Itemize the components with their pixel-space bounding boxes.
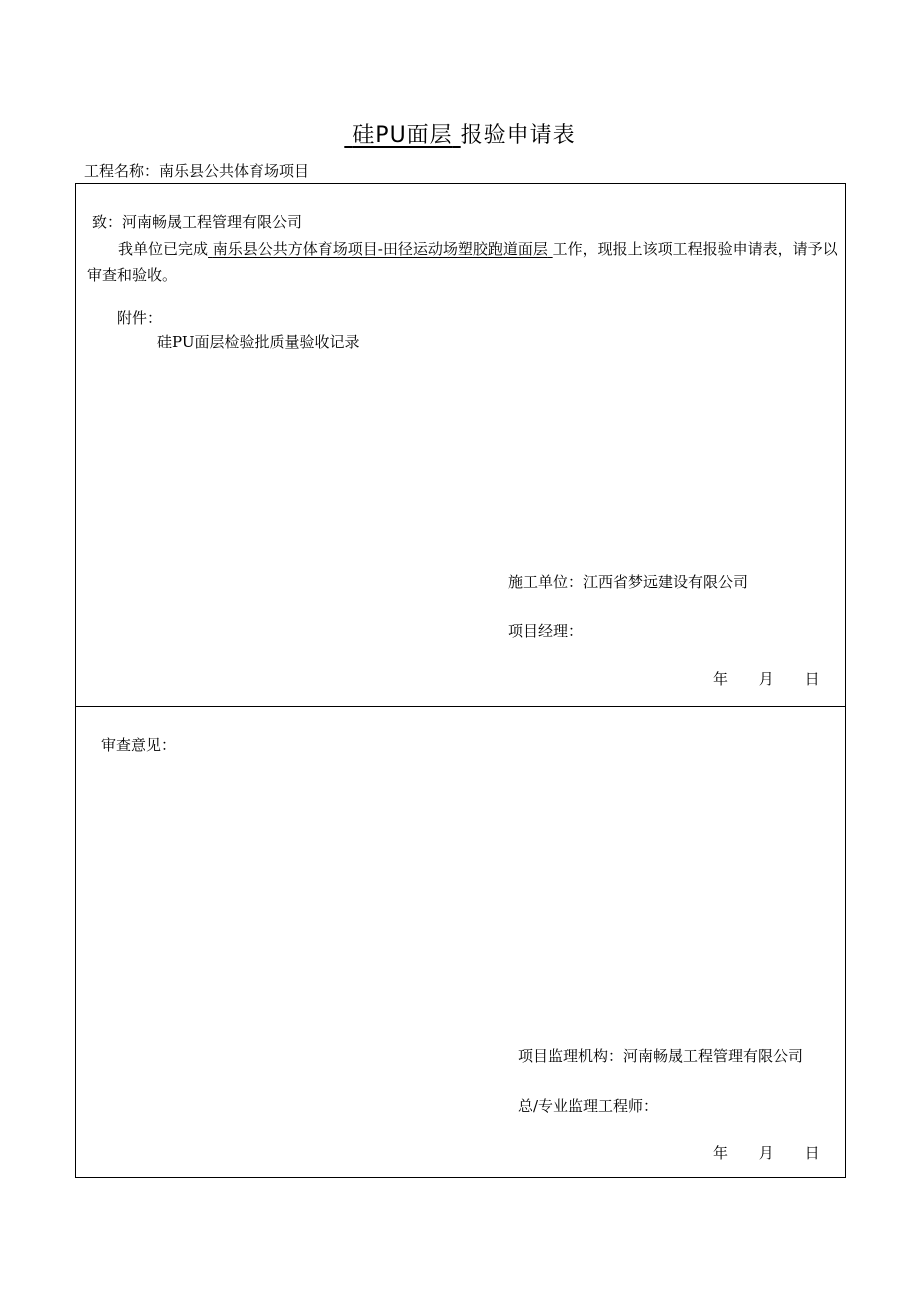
date-day: 日 bbox=[804, 670, 820, 688]
body-prefix: 我单位已完成 bbox=[118, 240, 209, 258]
contractor-label: 施工单位： bbox=[508, 573, 584, 591]
supervising-engineer-label: 总/专业监理工程师： bbox=[518, 1097, 659, 1115]
form-title-subject: 硅PU面层 bbox=[352, 123, 453, 148]
project-name: 南乐县公共体育场项目 bbox=[159, 162, 310, 180]
project-name-line bbox=[84, 160, 309, 182]
date-month: 月 bbox=[758, 1144, 774, 1162]
attachment-label: 附件： bbox=[117, 309, 163, 327]
review-date bbox=[713, 1141, 820, 1165]
manager-label: 项目经理： bbox=[508, 622, 584, 640]
recipient-label: 致： bbox=[92, 213, 123, 231]
section-divider bbox=[75, 706, 846, 707]
date-year: 年 bbox=[713, 670, 729, 688]
agency-name: 河南畅晟工程管理有限公司 bbox=[623, 1047, 804, 1065]
date-month: 月 bbox=[758, 670, 774, 688]
agency-label: 项目监理机构： bbox=[518, 1047, 624, 1065]
body-suffix: 工作，现报上该项工程报验申请表，请予以审查和验收。 bbox=[87, 240, 838, 284]
form-title bbox=[0, 120, 920, 152]
project-label: 工程名称： bbox=[84, 162, 160, 180]
supervision-agency-line bbox=[518, 1044, 803, 1068]
application-date bbox=[713, 667, 820, 691]
date-day: 日 bbox=[804, 1144, 820, 1162]
contractor-line bbox=[508, 570, 748, 594]
recipient-name: 河南畅晟工程管理有限公司 bbox=[122, 213, 303, 231]
application-body bbox=[87, 236, 839, 288]
form-title-suffix: 报验申请表 bbox=[460, 123, 576, 148]
contractor-name: 江西省梦远建设有限公司 bbox=[583, 573, 749, 591]
completed-work: 南乐县公共方体育场项目-田径运动场塑胶跑道面层 bbox=[212, 240, 548, 258]
attachment-item: 硅PU面层检验批质量验收记录 bbox=[157, 333, 360, 351]
review-opinion-label: 审查意见： bbox=[101, 736, 177, 754]
date-year: 年 bbox=[713, 1144, 729, 1162]
recipient-line bbox=[92, 210, 302, 234]
